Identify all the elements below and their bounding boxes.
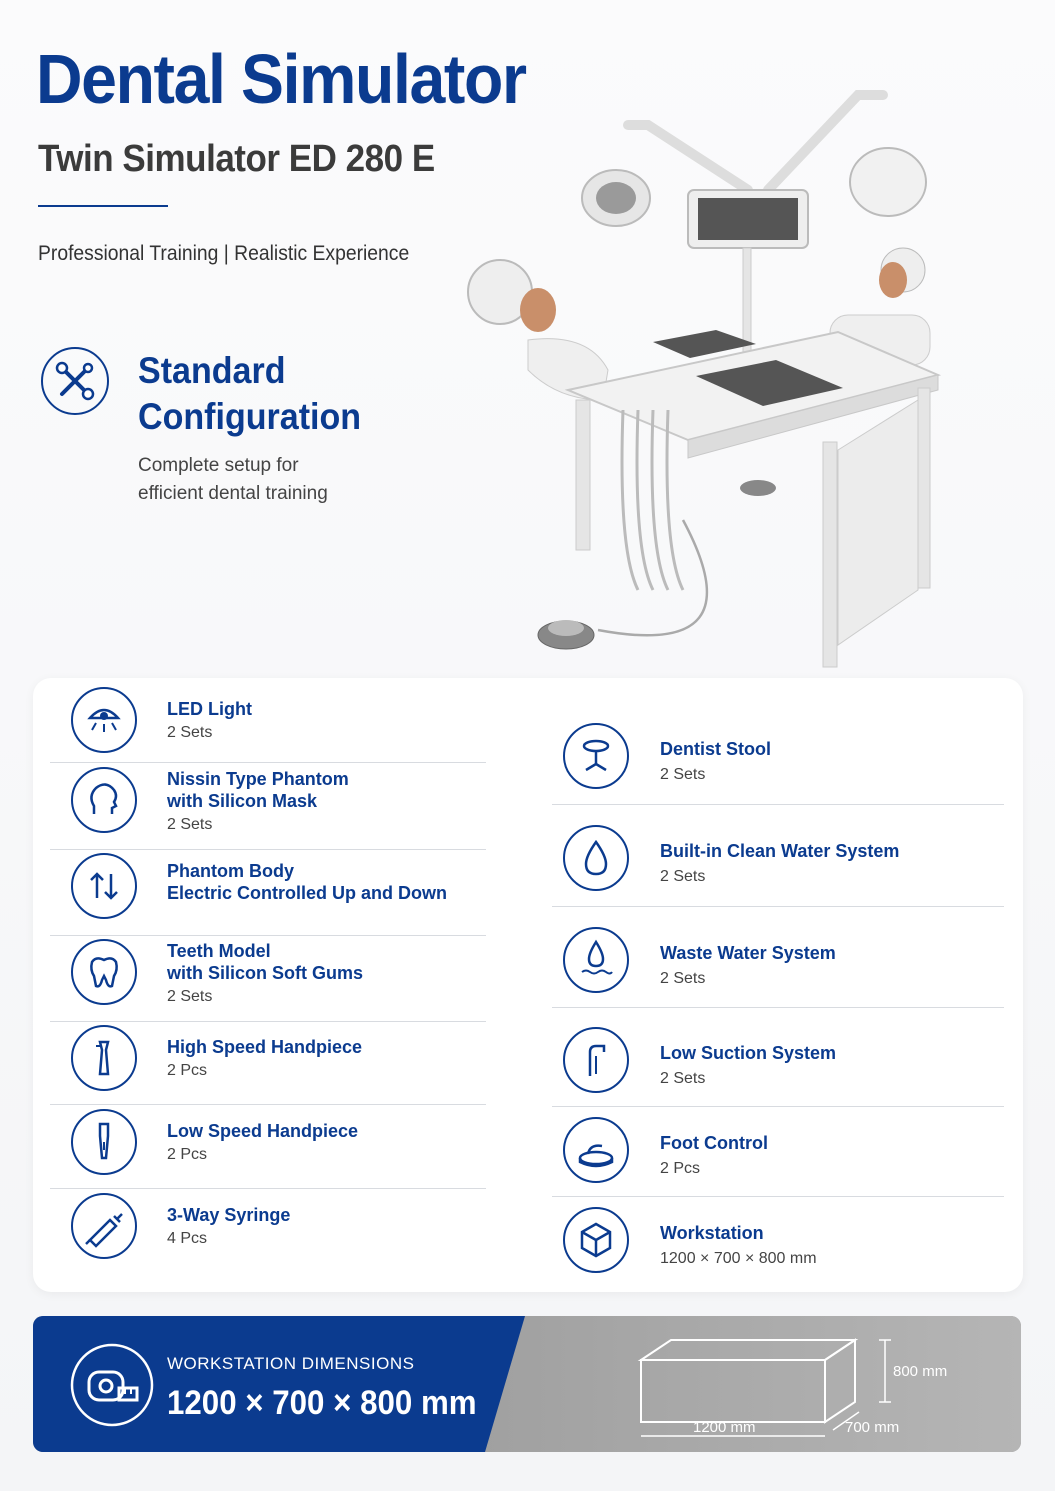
config-title-line2: Configuration bbox=[138, 396, 362, 437]
list-item-quantity: 2 Sets bbox=[660, 766, 706, 783]
title-underline bbox=[38, 205, 168, 207]
list-item-quantity: 2 Pcs bbox=[660, 1160, 701, 1177]
tape-measure-icon bbox=[69, 1342, 155, 1428]
length-label: 1200 mm bbox=[693, 1419, 756, 1436]
tools-icon bbox=[40, 346, 110, 416]
list-item-name: Low Speed Handpiece bbox=[167, 1121, 359, 1141]
config-title-line1: Standard bbox=[138, 350, 286, 391]
dimensions-label: WORKSTATION DIMENSIONS bbox=[167, 1354, 415, 1373]
list-item-quantity: 2 Sets bbox=[167, 816, 213, 833]
config-desc-line1: Complete setup for bbox=[138, 455, 299, 476]
list-item-quantity: 2 Pcs bbox=[167, 1062, 208, 1079]
list-item-name: Teeth Model bbox=[167, 941, 271, 961]
list-item-quantity: 1200 × 700 × 800 mm bbox=[660, 1250, 817, 1267]
list-item-name-line2: with Silicon Soft Gums bbox=[167, 963, 364, 983]
syringe-icon bbox=[70, 1192, 138, 1260]
low-speed-handpiece-icon bbox=[70, 1108, 138, 1176]
led-light-icon bbox=[70, 686, 138, 754]
workstation-dimension-diagram bbox=[623, 1322, 1013, 1448]
tagline: Professional Training | Realistic Experience bbox=[38, 242, 410, 265]
list-item-quantity: 2 Sets bbox=[660, 868, 706, 885]
dimensions-banner bbox=[33, 1316, 1021, 1452]
list-item-quantity: 4 Pcs bbox=[167, 1230, 208, 1247]
row-divider bbox=[552, 1007, 1004, 1008]
list-item-name: Workstation bbox=[660, 1223, 764, 1243]
list-item-name: Phantom Body bbox=[167, 861, 295, 881]
height-label: 800 mm bbox=[893, 1363, 948, 1380]
row-divider bbox=[50, 935, 486, 936]
high-speed-handpiece-icon bbox=[70, 1024, 138, 1092]
stool-icon bbox=[562, 722, 630, 790]
row-divider bbox=[50, 1021, 486, 1022]
list-item-quantity: 2 Sets bbox=[660, 1070, 706, 1087]
list-item-quantity: 2 Sets bbox=[167, 988, 213, 1005]
row-divider bbox=[552, 906, 1004, 907]
list-item-name: Waste Water System bbox=[660, 943, 836, 963]
row-divider bbox=[50, 849, 486, 850]
cube-icon bbox=[562, 1206, 630, 1274]
up-down-arrows-icon bbox=[70, 852, 138, 920]
list-item-name: LED Light bbox=[167, 699, 252, 719]
page-title: Dental Simulator bbox=[36, 40, 526, 118]
list-item-name-line2: with Silicon Mask bbox=[167, 791, 318, 811]
list-item-quantity: 2 Sets bbox=[660, 970, 706, 987]
list-item-name: Built-in Clean Water System bbox=[660, 841, 900, 861]
list-item-quantity: 2 Pcs bbox=[167, 1146, 208, 1163]
row-divider bbox=[552, 1106, 1004, 1107]
tooth-icon bbox=[70, 938, 138, 1006]
waste-water-icon bbox=[562, 926, 630, 994]
row-divider bbox=[552, 804, 1004, 805]
list-item-name: Foot Control bbox=[660, 1133, 768, 1153]
suction-icon bbox=[562, 1026, 630, 1094]
dimensions-value: 1200 × 700 × 800 mm bbox=[167, 1384, 477, 1422]
page-subtitle: Twin Simulator ED 280 E bbox=[38, 138, 435, 180]
config-description bbox=[138, 452, 328, 508]
list-item-name: Nissin Type Phantom bbox=[167, 769, 349, 789]
foot-control-icon bbox=[562, 1116, 630, 1184]
width-label: 700 mm bbox=[845, 1419, 900, 1436]
list-item-name: High Speed Handpiece bbox=[167, 1037, 363, 1057]
config-desc-line2: efficient dental training bbox=[138, 483, 328, 504]
row-divider bbox=[50, 1188, 486, 1189]
water-drop-icon bbox=[562, 824, 630, 892]
list-item-name: Dentist Stool bbox=[660, 739, 771, 759]
list-item-name: Low Suction System bbox=[660, 1043, 837, 1063]
row-divider bbox=[552, 1196, 1004, 1197]
simulator-product-image bbox=[458, 70, 958, 670]
row-divider bbox=[50, 762, 486, 763]
list-item-name: 3-Way Syringe bbox=[167, 1205, 291, 1225]
config-title bbox=[138, 348, 361, 440]
list-item-name-line2: Electric Controlled Up and Down bbox=[167, 883, 448, 903]
phantom-head-icon bbox=[70, 766, 138, 834]
row-divider bbox=[50, 1104, 486, 1105]
list-item-quantity: 2 Sets bbox=[167, 724, 213, 741]
